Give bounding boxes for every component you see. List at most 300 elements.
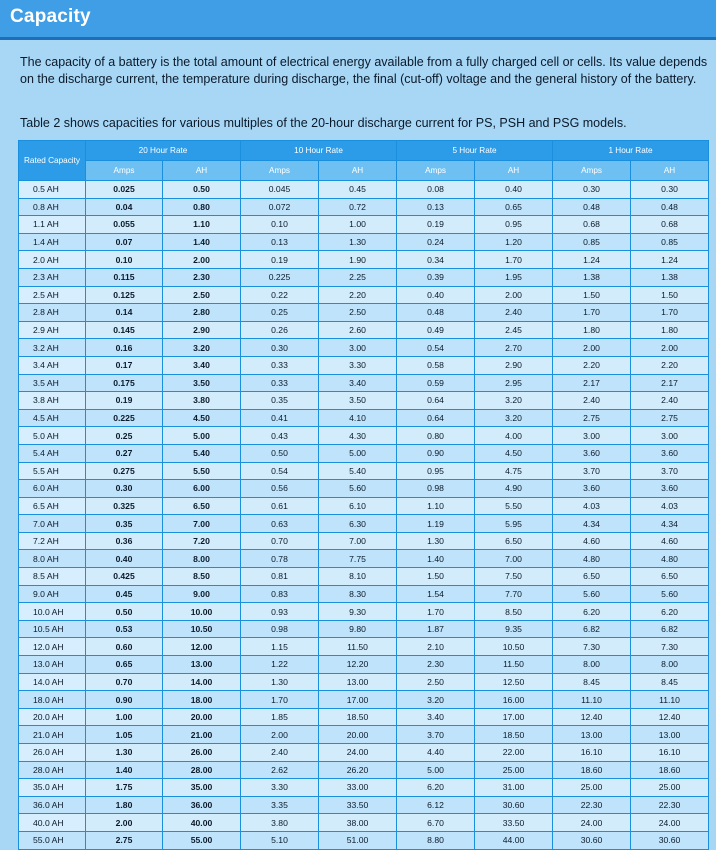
ah-cell: 6.50 [631, 568, 709, 586]
ah-cell: 9.30 [319, 603, 397, 621]
table-row [19, 779, 709, 797]
ah-cell: 33.00 [319, 779, 397, 797]
amps-cell: 4.34 [553, 515, 631, 533]
ah-cell: 6.10 [319, 497, 397, 515]
amps-cell: 0.80 [397, 427, 475, 445]
amps-cell: 0.81 [241, 568, 319, 586]
rated-capacity-cell: 28.0 AH [19, 761, 86, 779]
table-row [19, 480, 709, 498]
amps-cell: 4.40 [397, 744, 475, 762]
table-row [19, 374, 709, 392]
ah-cell: 6.50 [475, 532, 553, 550]
capacity-table [18, 140, 709, 850]
rated-capacity-cell: 26.0 AH [19, 744, 86, 762]
col-header-ah: AH [319, 161, 397, 181]
table-row [19, 532, 709, 550]
amps-cell: 0.70 [86, 673, 163, 691]
amps-cell: 3.70 [397, 726, 475, 744]
amps-cell: 0.98 [397, 480, 475, 498]
amps-cell: 0.175 [86, 374, 163, 392]
amps-cell: 1.87 [397, 620, 475, 638]
table-body [19, 181, 709, 850]
ah-cell: 25.00 [475, 761, 553, 779]
amps-cell: 1.30 [397, 532, 475, 550]
amps-cell: 3.80 [241, 814, 319, 832]
amps-cell: 0.61 [241, 497, 319, 515]
ah-cell: 0.65 [475, 198, 553, 216]
amps-cell: 0.33 [241, 374, 319, 392]
ah-cell: 13.00 [319, 673, 397, 691]
ah-cell: 3.30 [319, 356, 397, 374]
ah-cell: 4.80 [631, 550, 709, 568]
ah-cell: 2.50 [163, 286, 241, 304]
amps-cell: 0.50 [86, 603, 163, 621]
amps-cell: 0.025 [86, 181, 163, 199]
table-caption: Table 2 shows capacities for various multiples of the 20-hour discharge current for PS, PSH and PSG models. [20, 116, 627, 130]
ah-cell: 4.60 [631, 532, 709, 550]
ah-cell: 3.70 [631, 462, 709, 480]
rated-capacity-cell: 20.0 AH [19, 708, 86, 726]
rated-capacity-cell: 36.0 AH [19, 796, 86, 814]
amps-cell: 1.70 [553, 304, 631, 322]
amps-cell: 6.20 [397, 779, 475, 797]
col-header-amps: Amps [397, 161, 475, 181]
ah-cell: 3.40 [163, 356, 241, 374]
table-row [19, 726, 709, 744]
amps-cell: 2.62 [241, 761, 319, 779]
amps-cell: 22.30 [553, 796, 631, 814]
amps-cell: 1.10 [397, 497, 475, 515]
ah-cell: 7.75 [319, 550, 397, 568]
ah-cell: 26.00 [163, 744, 241, 762]
amps-cell: 16.10 [553, 744, 631, 762]
amps-cell: 0.08 [397, 181, 475, 199]
amps-cell: 0.54 [397, 339, 475, 357]
ah-cell: 33.50 [475, 814, 553, 832]
ah-cell: 1.00 [319, 216, 397, 234]
amps-cell: 0.072 [241, 198, 319, 216]
rated-capacity-cell: 1.4 AH [19, 233, 86, 251]
ah-cell: 22.30 [631, 796, 709, 814]
amps-cell: 0.07 [86, 233, 163, 251]
table-row [19, 321, 709, 339]
amps-cell: 0.26 [241, 321, 319, 339]
ah-cell: 0.48 [631, 198, 709, 216]
ah-cell: 6.00 [163, 480, 241, 498]
amps-cell: 0.40 [397, 286, 475, 304]
ah-cell: 38.00 [319, 814, 397, 832]
amps-cell: 30.60 [553, 831, 631, 849]
ah-cell: 10.00 [163, 603, 241, 621]
table-row [19, 251, 709, 269]
ah-cell: 8.50 [475, 603, 553, 621]
amps-cell: 2.75 [86, 831, 163, 849]
ah-cell: 35.00 [163, 779, 241, 797]
table-row [19, 515, 709, 533]
ah-cell: 2.50 [319, 304, 397, 322]
ah-cell: 8.50 [163, 568, 241, 586]
amps-cell: 0.49 [397, 321, 475, 339]
amps-cell: 2.17 [553, 374, 631, 392]
amps-cell: 0.39 [397, 268, 475, 286]
amps-cell: 1.05 [86, 726, 163, 744]
table-row [19, 708, 709, 726]
amps-cell: 0.54 [241, 462, 319, 480]
amps-cell: 1.85 [241, 708, 319, 726]
amps-cell: 0.275 [86, 462, 163, 480]
amps-cell: 0.65 [86, 656, 163, 674]
ah-cell: 0.80 [163, 198, 241, 216]
amps-cell: 0.40 [86, 550, 163, 568]
amps-cell: 0.36 [86, 532, 163, 550]
amps-cell: 2.50 [397, 673, 475, 691]
ah-cell: 33.50 [319, 796, 397, 814]
col-header-amps: Amps [553, 161, 631, 181]
amps-cell: 0.19 [397, 216, 475, 234]
ah-cell: 26.20 [319, 761, 397, 779]
table-row [19, 603, 709, 621]
ah-cell: 4.90 [475, 480, 553, 498]
ah-cell: 5.50 [163, 462, 241, 480]
amps-cell: 0.145 [86, 321, 163, 339]
ah-cell: 1.70 [475, 251, 553, 269]
table-row [19, 497, 709, 515]
amps-cell: 0.93 [241, 603, 319, 621]
rated-capacity-cell: 7.2 AH [19, 532, 86, 550]
ah-cell: 1.90 [319, 251, 397, 269]
ah-cell: 21.00 [163, 726, 241, 744]
ah-cell: 5.60 [631, 585, 709, 603]
amps-cell: 6.20 [553, 603, 631, 621]
ah-cell: 4.50 [475, 444, 553, 462]
amps-cell: 0.13 [397, 198, 475, 216]
group-header-row [19, 141, 709, 161]
amps-cell: 0.25 [241, 304, 319, 322]
table-row [19, 233, 709, 251]
ah-cell: 1.20 [475, 233, 553, 251]
ah-cell: 9.35 [475, 620, 553, 638]
rated-capacity-cell: 0.5 AH [19, 181, 86, 199]
amps-cell: 2.00 [86, 814, 163, 832]
rated-capacity-cell: 2.3 AH [19, 268, 86, 286]
ah-cell: 1.40 [163, 233, 241, 251]
amps-cell: 2.40 [553, 392, 631, 410]
amps-cell: 0.59 [397, 374, 475, 392]
ah-cell: 12.50 [475, 673, 553, 691]
amps-cell: 0.48 [553, 198, 631, 216]
rated-capacity-cell: 5.4 AH [19, 444, 86, 462]
amps-cell: 0.34 [397, 251, 475, 269]
rated-capacity-cell: 5.0 AH [19, 427, 86, 445]
ah-cell: 4.10 [319, 409, 397, 427]
amps-cell: 0.98 [241, 620, 319, 638]
amps-cell: 5.00 [397, 761, 475, 779]
ah-cell: 5.40 [163, 444, 241, 462]
amps-cell: 0.60 [86, 638, 163, 656]
intro-paragraph: The capacity of a battery is the total amount of electrical energy available from a fully charged cell or cells. Its value depends on the discharge current, the temperature during discharge, the final (cut-off) voltage and the general history of the battery. [20, 55, 708, 86]
table-row [19, 409, 709, 427]
table-row [19, 620, 709, 638]
ah-cell: 24.00 [319, 744, 397, 762]
amps-cell: 1.40 [86, 761, 163, 779]
amps-cell: 4.03 [553, 497, 631, 515]
ah-cell: 6.20 [631, 603, 709, 621]
amps-cell: 24.00 [553, 814, 631, 832]
ah-cell: 0.72 [319, 198, 397, 216]
table-row [19, 304, 709, 322]
ah-cell: 3.20 [475, 392, 553, 410]
table-row [19, 585, 709, 603]
amps-cell: 3.60 [553, 444, 631, 462]
ah-cell: 2.00 [475, 286, 553, 304]
amps-cell: 0.19 [86, 392, 163, 410]
amps-cell: 0.50 [241, 444, 319, 462]
ah-cell: 3.40 [319, 374, 397, 392]
ah-cell: 2.90 [163, 321, 241, 339]
amps-cell: 0.14 [86, 304, 163, 322]
ah-cell: 0.95 [475, 216, 553, 234]
ah-cell: 17.00 [475, 708, 553, 726]
amps-cell: 0.25 [86, 427, 163, 445]
group-header-10h: 10 Hour Rate [241, 141, 397, 161]
ah-cell: 55.00 [163, 831, 241, 849]
ah-cell: 0.85 [631, 233, 709, 251]
amps-cell: 0.10 [241, 216, 319, 234]
ah-cell: 2.17 [631, 374, 709, 392]
ah-cell: 17.00 [319, 691, 397, 709]
amps-cell: 0.90 [86, 691, 163, 709]
ah-cell: 2.80 [163, 304, 241, 322]
ah-cell: 2.30 [163, 268, 241, 286]
ah-cell: 31.00 [475, 779, 553, 797]
ah-cell: 4.03 [631, 497, 709, 515]
amps-cell: 11.10 [553, 691, 631, 709]
amps-cell: 0.64 [397, 392, 475, 410]
rated-capacity-cell: 13.0 AH [19, 656, 86, 674]
page-title: Capacity [10, 6, 91, 27]
table-row [19, 356, 709, 374]
ah-cell: 2.25 [319, 268, 397, 286]
table-row [19, 427, 709, 445]
table-row [19, 392, 709, 410]
amps-cell: 1.70 [397, 603, 475, 621]
ah-cell: 30.60 [631, 831, 709, 849]
ah-cell: 2.00 [631, 339, 709, 357]
ah-cell: 2.40 [475, 304, 553, 322]
amps-cell: 2.75 [553, 409, 631, 427]
ah-cell: 51.00 [319, 831, 397, 849]
ah-cell: 7.50 [475, 568, 553, 586]
ah-cell: 3.00 [631, 427, 709, 445]
ah-cell: 10.50 [475, 638, 553, 656]
ah-cell: 8.45 [631, 673, 709, 691]
ah-cell: 5.95 [475, 515, 553, 533]
amps-cell: 0.10 [86, 251, 163, 269]
amps-cell: 0.04 [86, 198, 163, 216]
rated-capacity-cell: 5.5 AH [19, 462, 86, 480]
group-header-5h: 5 Hour Rate [397, 141, 553, 161]
rated-capacity-cell: 40.0 AH [19, 814, 86, 832]
amps-cell: 8.00 [553, 656, 631, 674]
amps-cell: 2.20 [553, 356, 631, 374]
amps-cell: 6.82 [553, 620, 631, 638]
ah-cell: 44.00 [475, 831, 553, 849]
amps-cell: 3.60 [553, 480, 631, 498]
group-header-20h: 20 Hour Rate [86, 141, 241, 161]
ah-cell: 12.20 [319, 656, 397, 674]
ah-cell: 2.40 [631, 392, 709, 410]
amps-cell: 0.27 [86, 444, 163, 462]
col-header-ah: AH [631, 161, 709, 181]
amps-cell: 1.54 [397, 585, 475, 603]
table-row [19, 181, 709, 199]
ah-cell: 1.50 [631, 286, 709, 304]
amps-cell: 0.17 [86, 356, 163, 374]
amps-cell: 0.56 [241, 480, 319, 498]
amps-cell: 0.53 [86, 620, 163, 638]
ah-cell: 2.75 [631, 409, 709, 427]
amps-cell: 0.045 [241, 181, 319, 199]
rated-capacity-cell: 2.5 AH [19, 286, 86, 304]
ah-cell: 1.70 [631, 304, 709, 322]
table-row [19, 814, 709, 832]
ah-cell: 11.50 [319, 638, 397, 656]
amps-cell: 2.30 [397, 656, 475, 674]
amps-cell: 3.70 [553, 462, 631, 480]
amps-cell: 1.75 [86, 779, 163, 797]
ah-cell: 6.82 [631, 620, 709, 638]
rated-capacity-cell: 12.0 AH [19, 638, 86, 656]
amps-cell: 0.225 [241, 268, 319, 286]
amps-cell: 3.40 [397, 708, 475, 726]
amps-cell: 0.83 [241, 585, 319, 603]
table-row [19, 744, 709, 762]
ah-cell: 6.50 [163, 497, 241, 515]
ah-cell: 22.00 [475, 744, 553, 762]
rated-capacity-cell: 2.0 AH [19, 251, 86, 269]
ah-cell: 3.50 [319, 392, 397, 410]
ah-cell: 0.68 [631, 216, 709, 234]
amps-cell: 0.16 [86, 339, 163, 357]
ah-cell: 14.00 [163, 673, 241, 691]
rated-capacity-header: Rated Capacity [19, 141, 86, 181]
table-row [19, 339, 709, 357]
amps-cell: 1.24 [553, 251, 631, 269]
amps-cell: 0.125 [86, 286, 163, 304]
ah-cell: 2.20 [631, 356, 709, 374]
ah-cell: 0.30 [631, 181, 709, 199]
amps-cell: 1.40 [397, 550, 475, 568]
amps-cell: 0.35 [241, 392, 319, 410]
table-row [19, 444, 709, 462]
amps-cell: 0.22 [241, 286, 319, 304]
ah-cell: 3.50 [163, 374, 241, 392]
table-row [19, 796, 709, 814]
ah-cell: 7.20 [163, 532, 241, 550]
ah-cell: 3.20 [163, 339, 241, 357]
ah-cell: 3.60 [631, 480, 709, 498]
ah-cell: 10.50 [163, 620, 241, 638]
ah-cell: 8.10 [319, 568, 397, 586]
rated-capacity-cell: 35.0 AH [19, 779, 86, 797]
col-header-amps: Amps [241, 161, 319, 181]
table-row [19, 831, 709, 849]
ah-cell: 7.70 [475, 585, 553, 603]
table-row [19, 550, 709, 568]
amps-cell: 0.24 [397, 233, 475, 251]
ah-cell: 2.95 [475, 374, 553, 392]
sub-header-row [19, 161, 709, 181]
ah-cell: 5.00 [163, 427, 241, 445]
ah-cell: 16.10 [631, 744, 709, 762]
ah-cell: 2.00 [163, 251, 241, 269]
amps-cell: 1.19 [397, 515, 475, 533]
amps-cell: 0.225 [86, 409, 163, 427]
ah-cell: 20.00 [163, 708, 241, 726]
amps-cell: 1.22 [241, 656, 319, 674]
amps-cell: 2.10 [397, 638, 475, 656]
amps-cell: 6.50 [553, 568, 631, 586]
ah-cell: 9.00 [163, 585, 241, 603]
ah-cell: 13.00 [631, 726, 709, 744]
ah-cell: 1.80 [631, 321, 709, 339]
table-row [19, 761, 709, 779]
rated-capacity-cell: 8.0 AH [19, 550, 86, 568]
amps-cell: 0.70 [241, 532, 319, 550]
ah-cell: 7.30 [631, 638, 709, 656]
amps-cell: 0.45 [86, 585, 163, 603]
ah-cell: 1.24 [631, 251, 709, 269]
rated-capacity-cell: 3.4 AH [19, 356, 86, 374]
amps-cell: 1.50 [397, 568, 475, 586]
ah-cell: 1.95 [475, 268, 553, 286]
amps-cell: 2.00 [241, 726, 319, 744]
rated-capacity-cell: 18.0 AH [19, 691, 86, 709]
rated-capacity-cell: 10.0 AH [19, 603, 86, 621]
amps-cell: 0.68 [553, 216, 631, 234]
ah-cell: 25.00 [631, 779, 709, 797]
ah-cell: 7.00 [163, 515, 241, 533]
ah-cell: 5.50 [475, 497, 553, 515]
rated-capacity-cell: 21.0 AH [19, 726, 86, 744]
rated-capacity-cell: 2.9 AH [19, 321, 86, 339]
table-row [19, 268, 709, 286]
ah-cell: 7.00 [319, 532, 397, 550]
ah-cell: 2.45 [475, 321, 553, 339]
amps-cell: 3.20 [397, 691, 475, 709]
amps-cell: 0.30 [86, 480, 163, 498]
amps-cell: 8.80 [397, 831, 475, 849]
amps-cell: 7.30 [553, 638, 631, 656]
ah-cell: 0.50 [163, 181, 241, 199]
ah-cell: 4.34 [631, 515, 709, 533]
ah-cell: 3.20 [475, 409, 553, 427]
table-row [19, 216, 709, 234]
amps-cell: 0.43 [241, 427, 319, 445]
amps-cell: 0.85 [553, 233, 631, 251]
ah-cell: 2.70 [475, 339, 553, 357]
amps-cell: 5.10 [241, 831, 319, 849]
amps-cell: 0.64 [397, 409, 475, 427]
amps-cell: 3.30 [241, 779, 319, 797]
ah-cell: 13.00 [163, 656, 241, 674]
ah-cell: 11.50 [475, 656, 553, 674]
amps-cell: 1.30 [86, 744, 163, 762]
rated-capacity-cell: 6.5 AH [19, 497, 86, 515]
ah-cell: 11.10 [631, 691, 709, 709]
amps-cell: 4.60 [553, 532, 631, 550]
ah-cell: 12.00 [163, 638, 241, 656]
